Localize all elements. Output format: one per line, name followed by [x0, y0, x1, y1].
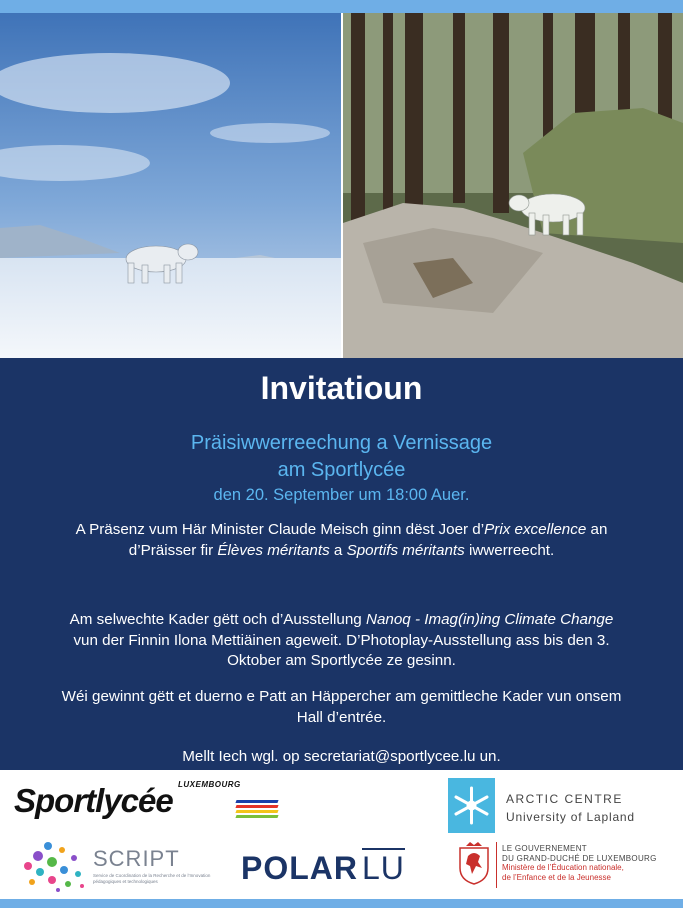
invitation-panel: [0, 358, 683, 770]
government-line-1: LE GOUVERNEMENT: [502, 844, 587, 853]
p1-text-0: A Präsenz vum Här Minister Claude Meisch ginn dëst Joer d’: [75, 521, 485, 538]
bottom-color-strip: [0, 899, 683, 908]
government-line-3: Ministère de l’Éducation nationale,: [502, 863, 624, 872]
p1-text-2: an d’Präisser fir: [128, 521, 608, 559]
paragraph-reception: Wéi gewinnt gëtt et duerno e Patt an Häppercher am gemittleche Kader vun onsem Hall d’entrée.: [61, 688, 622, 726]
snowflake-icon: [448, 778, 495, 833]
government-divider: [496, 842, 497, 888]
arctic-centre-name: ARCTIC CENTRE: [506, 792, 623, 806]
p1-text-4: a: [329, 541, 347, 559]
subtitle-line-1: Präisiwwerreechung a Vernissage: [190, 432, 493, 454]
sportlycee-wordmark: Sportlycée: [14, 782, 173, 819]
script-name: SCRIPT: [93, 846, 180, 871]
p1-text-1: Prix excellence: [484, 521, 587, 538]
subtitle-line-2: am Sportlycée: [277, 459, 406, 481]
government-line-2: DU GRAND-DUCHÉ DE LUXEMBOURG: [502, 853, 657, 863]
script-subtitle: Service de Coordination de la Recherche et de l’Innovation pédagogiques et technologiques: [93, 873, 211, 884]
script-dots-icon: [20, 836, 88, 894]
paragraph-registration: Mellt Iech wgl. op secretariat@sportlycee.lu un.: [182, 748, 501, 765]
top-color-strip: [0, 0, 683, 13]
paragraph-exhibition: [60, 610, 623, 672]
p2-text-0: Am selwechte Kader gëtt och d’Ausstellung: [69, 611, 366, 628]
government-line-4: de l’Enfance et de la Jeunesse: [502, 872, 611, 882]
paragraph-awards: [60, 520, 623, 561]
polar-suffix: LU: [362, 850, 405, 886]
arctic-centre-university: University of Lapland: [506, 810, 635, 824]
polar-word: POLAR: [241, 850, 358, 886]
event-date: den 20. September um 18:00 Auer.: [213, 486, 470, 504]
partner-logos: [0, 770, 683, 899]
p2-text-2: vun der Finnin Ilona Mettiäinen ageweit. D’Photoplay-Ausstellung ass bis den 3. Oktober am Sportlycée ze gesinn.: [73, 631, 610, 669]
p2-text-1: Nanoq - Imag(in)ing Climate Change: [365, 611, 614, 628]
p1-text-6: iwwerreecht.: [464, 541, 555, 559]
p1-text-5: Sportifs méritants: [346, 541, 465, 559]
polarlu-logo: [241, 850, 405, 887]
sportlycee-stripes: [236, 800, 278, 820]
photo-polar-bear-forest: [343, 13, 683, 358]
invitation-title: Invitatioun: [260, 370, 423, 406]
photo-polar-bear-snow: [0, 13, 341, 358]
sportlycee-tag: LUXEMBOURG: [178, 780, 241, 789]
lion-crest-icon: [456, 842, 492, 886]
p1-text-3: Élèves méritants: [217, 541, 330, 559]
government-text: [502, 844, 657, 882]
